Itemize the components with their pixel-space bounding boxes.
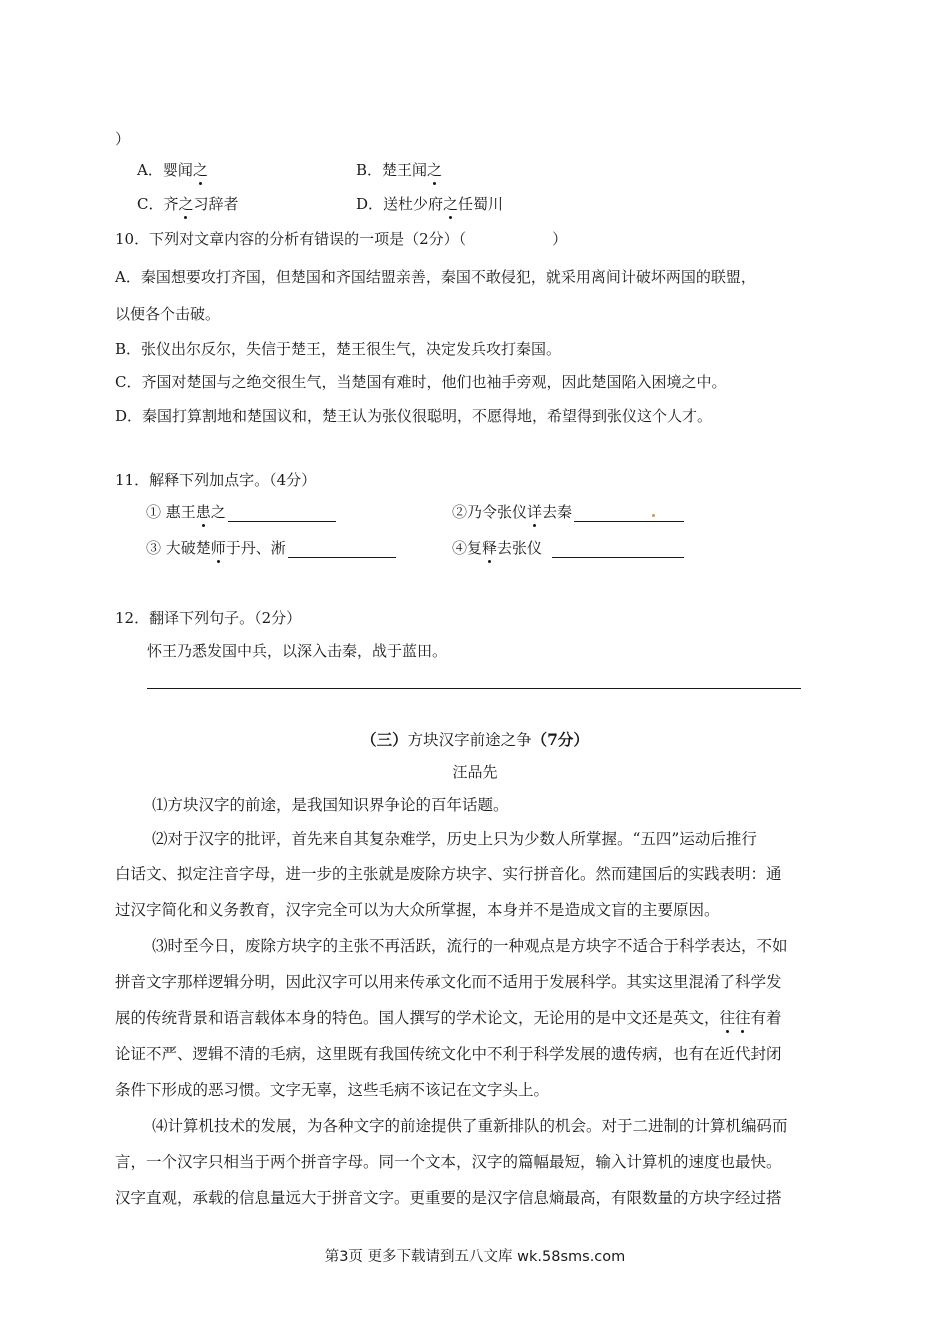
paragraph-3-line4: 论证不严、逻辑不清的毛病，这里既有我国传统文化中不利于科学发展的遗传病，也有在近代封闭 <box>115 1045 782 1063</box>
q10-option-d: D．秦国打算割地和楚国议和，楚王认为张仪很聪明，不愿得地，希望得到张仪这个人才。 <box>115 407 713 425</box>
paragraph-4-line1: ⑷计算机技术的发展，为各种文字的前途提供了重新排队的机会。对于二进制的计算机编码而 <box>152 1117 788 1135</box>
answer-blank[interactable] <box>228 505 336 522</box>
q12-sentence: 怀王乃悉发国中兵，以深入击秦，战于蓝田。 <box>147 642 448 660</box>
paragraph-1: ⑴方块汉字的前途，是我国知识界争论的百年话题。 <box>152 796 509 814</box>
paragraph-3-line5: 条件下形成的恶习惯。文字无辜，这些毛病不该记在文字头上。 <box>115 1081 550 1099</box>
answer-blank[interactable] <box>574 505 684 522</box>
q9-bracket-close: ） <box>115 130 131 148</box>
answer-blank[interactable] <box>552 541 684 558</box>
paragraph-2-line2: 白话文、拟定注音字母，进一步的主张就是废除方块字、实行拼音化。然而建国后的实践表明：通 <box>115 865 782 883</box>
q10-option-a-line1: A．秦国想要攻打齐国，但楚国和齐国结盟亲善，秦国不敢侵犯，就采用离间计破坏两国的联盟， <box>115 268 756 286</box>
paragraph-3-line1: ⑶时至今日，废除方块字的主张不再活跃，流行的一种观点是方块字不适合于科学表达，不如 <box>152 937 788 955</box>
paragraph-3-line3: 展的传统背景和语言载体本身的特色。国人撰写的学术论文，无论用的是中文还是英文，往往有着 <box>115 1009 782 1027</box>
page-footer: 第3页 更多下载请到五八文库 wk.58sms.com <box>324 1249 626 1265</box>
q9-option-d: D．送杜少府之任蜀川 <box>356 195 504 213</box>
q11-item-1: ① 惠王患之 <box>146 502 336 522</box>
paragraph-2-line1: ⑵对于汉字的批评，首先来自其复杂难学，历史上只为少数人所掌握。“五四”运动后推行 <box>152 830 757 848</box>
answer-line[interactable] <box>147 688 801 689</box>
q12-stem: 12．翻译下列句子。（2分） <box>115 609 302 627</box>
q9-option-c: C．齐之习辞者 <box>137 195 239 213</box>
q10-option-b: B．张仪出尔反尔，失信于楚王，楚王很生气，决定发兵攻打秦国。 <box>115 340 562 358</box>
paragraph-2-line3: 过汉字简化和义务教育，汉字完全可以为大众所掌握，本身并不是造成文盲的主要原因。 <box>115 901 720 919</box>
q11-stem: 11．解释下列加点字。（4分） <box>115 471 317 489</box>
q11-item-2: ②乃令张仪详去秦 <box>452 502 684 522</box>
paragraph-4-line2: 言，一个汉字只相当于两个拼音字母。同一个文本，汉字的篇幅最短，输入计算机的速度也最快。 <box>115 1153 782 1171</box>
q10-option-a-line2: 以便各个击破。 <box>115 305 221 323</box>
stray-mark <box>652 514 655 517</box>
paragraph-3-line2: 拼音文字那样逻辑分明，因此汉字可以用来传承文化而不适用于发展科学。其实这里混淆了科学发 <box>115 973 782 991</box>
q11-item-4: ④复释去张仪 <box>452 538 684 558</box>
section-title: （三）方块汉字前途之争（7分） <box>361 730 589 749</box>
answer-blank[interactable] <box>288 541 396 558</box>
q9-option-a: A．婴闻之 <box>137 161 208 179</box>
paragraph-4-line3: 汉字直观，承载的信息量远大于拼音文字。更重要的是汉字信息熵最高，有限数量的方块字经过搭 <box>115 1189 782 1207</box>
q10-stem: 10．下列对文章内容的分析有错误的一项是（2分）（ ） <box>115 230 568 248</box>
q10-option-c: C．齐国对楚国与之绝交很生气，当楚国有难时，他们也袖手旁观，因此楚国陷入困境之中。 <box>115 373 727 391</box>
author: 汪品先 <box>452 763 498 781</box>
q9-option-b: B．楚王闻之 <box>356 161 443 179</box>
q11-item-3: ③ 大破楚师于丹、淅 <box>146 538 396 558</box>
